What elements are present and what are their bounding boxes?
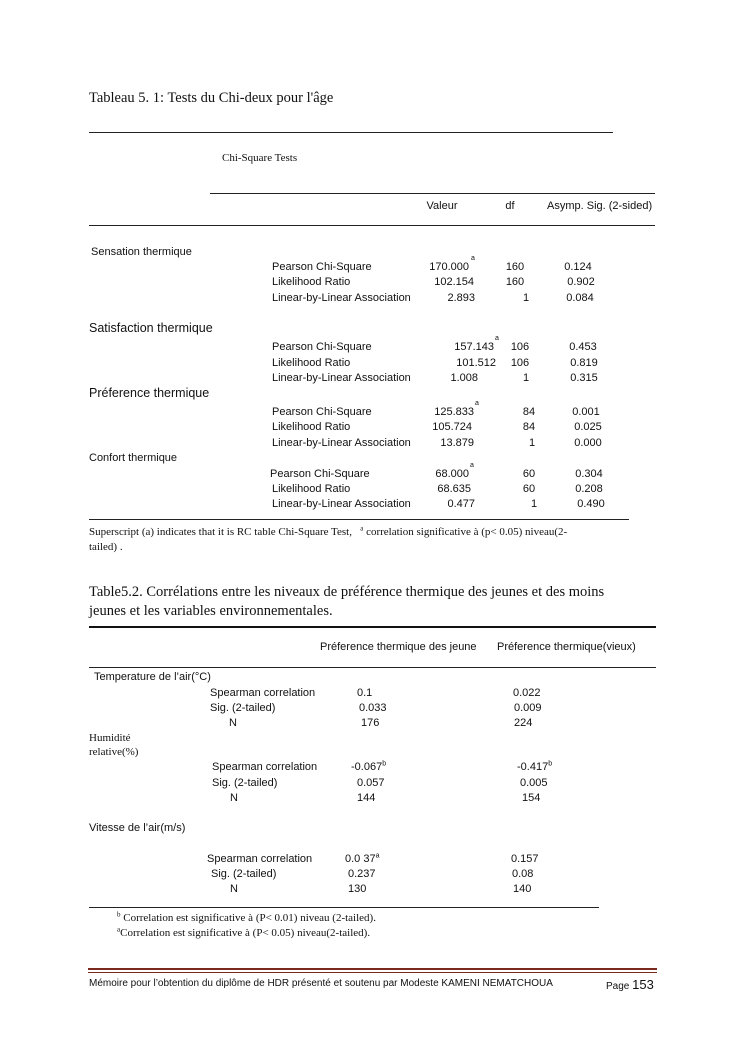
- table2-title-line2: jeunes et les variables environnementales.: [89, 603, 333, 619]
- value-cell: 102.154: [434, 276, 474, 288]
- value-cell: 0.477: [447, 498, 475, 510]
- stat-label: Linear-by-Linear Association: [272, 372, 411, 384]
- header-df: df: [505, 200, 515, 212]
- group-label: Vitesse de l’air(m/s): [89, 822, 186, 834]
- df-cell: 1: [528, 437, 536, 449]
- young-cell: 0.237: [348, 868, 376, 880]
- df-cell: 84: [522, 421, 536, 433]
- group-label: Sensation thermique: [91, 246, 192, 258]
- old-cell: 0.005: [520, 777, 548, 789]
- header-old: Préference thermique(vieux): [497, 641, 636, 653]
- stat-label: Likelihood Ratio: [272, 276, 351, 288]
- footer-page: Page 153: [606, 977, 654, 992]
- header-young: Préference thermique des jeune: [320, 641, 477, 653]
- value-cell: 1.008: [450, 372, 478, 384]
- divider: [89, 132, 613, 133]
- df-cell: 1: [530, 498, 538, 510]
- group-label: Préference thermique: [89, 386, 210, 400]
- table2-note-a: $^a$Correlation est significative à (P< 0.05) niveau(2-tailed).: [117, 925, 371, 939]
- footer-text: Mémoire pour l’obtention du diplôme de HDR présenté et soutenu par Modeste KAMENI NEMATCHOUA: [89, 978, 553, 989]
- sig-cell: 0.124: [564, 261, 592, 273]
- sig-cell: 0.001: [572, 406, 600, 418]
- df-cell: 84: [522, 406, 536, 418]
- stat-label: Spearman correlation: [207, 853, 313, 865]
- sig-cell: 0.902: [567, 276, 595, 288]
- stat-label: Sig. (2-tailed): [211, 868, 277, 880]
- stat-label: Sig. (2-tailed): [210, 702, 276, 714]
- group-label-cont: relative(%): [89, 746, 139, 758]
- young-cell: 130: [348, 883, 367, 895]
- sig-cell: 0.490: [577, 498, 605, 510]
- stat-label: Linear-by-Linear Association: [272, 498, 411, 510]
- stat-label: N: [230, 883, 238, 895]
- young-cell: 0.033: [359, 702, 387, 714]
- young-cell: 0.057: [357, 777, 385, 789]
- df-cell: 106: [510, 341, 530, 353]
- group-label: Confort thermique: [89, 452, 178, 464]
- sig-cell: 0.304: [575, 468, 603, 480]
- old-cell: 154: [522, 792, 541, 804]
- stat-label: N: [229, 717, 237, 729]
- group-label: Temperature de l’air(°C): [94, 671, 211, 683]
- table2-title-line1: Table5.2. Corrélations entre les niveaux de préférence thermique des jeunes et des moins: [89, 584, 605, 600]
- value-cell: 13.879: [440, 437, 474, 449]
- young-cell: 0.0 37$^a$: [345, 852, 380, 865]
- value-cell: 125.833: [434, 406, 474, 418]
- old-cell: 224: [514, 717, 533, 729]
- header-value: Valeur: [426, 200, 458, 212]
- sig-cell: 0.208: [575, 483, 603, 495]
- stat-label: Linear-by-Linear Association: [272, 292, 411, 304]
- stat-label: N: [230, 792, 238, 804]
- value-cell: 170.000: [429, 261, 469, 273]
- df-cell: 60: [522, 468, 536, 480]
- value-cell: 68.000: [435, 468, 469, 480]
- group-label: Humidité: [89, 732, 131, 744]
- divider: [89, 519, 629, 520]
- old-cell: 0.009: [514, 702, 542, 714]
- divider: [89, 667, 656, 668]
- df-cell: 160: [505, 261, 525, 273]
- df-cell: 160: [505, 276, 525, 288]
- sig-cell: 0.084: [566, 292, 594, 304]
- old-cell: 0.157: [511, 853, 539, 865]
- young-cell: 176: [361, 717, 380, 729]
- footer-rule: [88, 972, 657, 973]
- divider: [89, 225, 655, 226]
- table1-subtitle: Chi-Square Tests: [222, 152, 298, 164]
- divider: [210, 193, 655, 194]
- divider: [89, 626, 656, 628]
- df-cell: 106: [510, 357, 530, 369]
- table1-title: Tableau 5. 1: Tests du Chi-deux pour l'âge: [89, 90, 334, 106]
- stat-label: Pearson Chi-Square: [272, 341, 372, 353]
- df-cell: 60: [522, 483, 536, 495]
- young-cell: -0.067$^b$: [351, 760, 387, 773]
- young-cell: 144: [357, 792, 376, 804]
- df-cell: 1: [522, 292, 530, 304]
- sig-cell: 0.453: [569, 341, 597, 353]
- value-cell: 68.635: [437, 483, 471, 495]
- group-label: Satisfaction thermique: [89, 321, 213, 335]
- sig-cell: 0.315: [570, 372, 598, 384]
- value-cell: 157.143: [454, 341, 494, 353]
- divider: [89, 907, 599, 908]
- sig-cell: 0.000: [574, 437, 602, 449]
- stat-label: Linear-by-Linear Association: [272, 437, 411, 449]
- sig-cell: 0.025: [574, 421, 602, 433]
- stat-label: Likelihood Ratio: [272, 483, 351, 495]
- old-cell: 0.08: [512, 868, 534, 880]
- header-sig: Asymp. Sig. (2-sided): [547, 200, 653, 212]
- stat-label: Sig. (2-tailed): [212, 777, 278, 789]
- table2-note-b: $^b$ Correlation est significative à (P< 0.01) niveau (2-tailed).: [117, 910, 376, 924]
- value-cell: 105.724: [432, 421, 472, 433]
- sig-cell: 0.819: [570, 357, 598, 369]
- table1-footnote-cont: tailed) .: [89, 541, 123, 553]
- stat-label: Pearson Chi-Square: [270, 468, 370, 480]
- value-cell: 101.512: [456, 357, 496, 369]
- stat-label: Pearson Chi-Square: [272, 261, 372, 273]
- old-cell: 0.022: [513, 687, 541, 699]
- table1-footnote: Superscript (a) indicates that it is RC table Chi-Square Test, $^a$ correlation significative à (p< 0.05) niveau(2-: [89, 524, 568, 538]
- old-cell: -0.417$^b$: [517, 760, 553, 773]
- footer-rule: [88, 968, 657, 970]
- df-cell: 1: [522, 372, 530, 384]
- young-cell: 0.1: [357, 687, 373, 699]
- stat-label: Spearman correlation: [210, 687, 316, 699]
- value-cell: 2.893: [447, 292, 475, 304]
- stat-label: Likelihood Ratio: [272, 421, 351, 433]
- stat-label: Likelihood Ratio: [272, 357, 351, 369]
- stat-label: Pearson Chi-Square: [272, 406, 372, 418]
- stat-label: Spearman correlation: [212, 761, 318, 773]
- old-cell: 140: [513, 883, 532, 895]
